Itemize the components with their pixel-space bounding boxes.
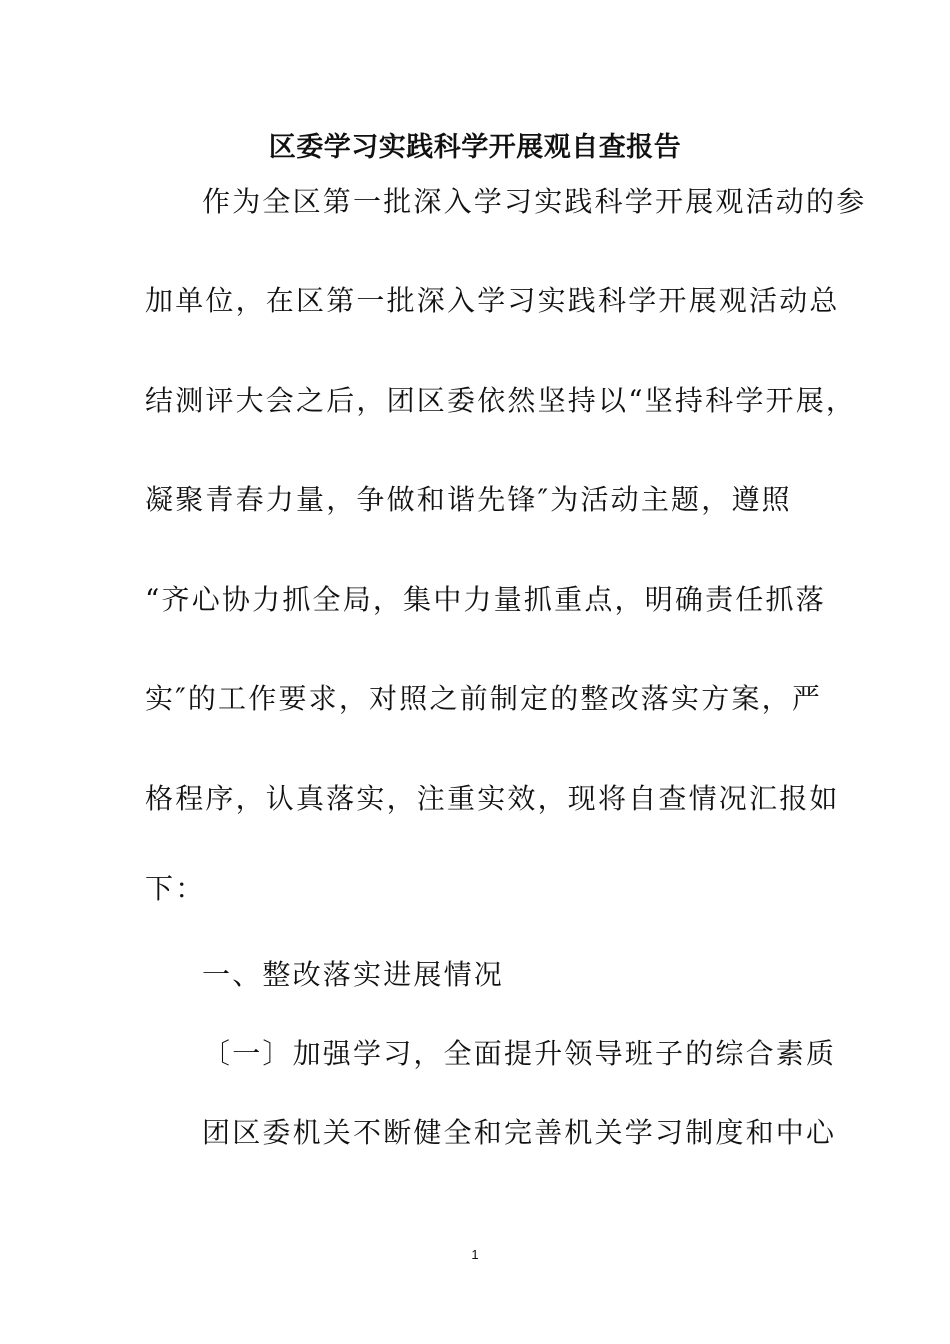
page-number: 1 xyxy=(471,1247,479,1262)
paragraph-line: 团区委机关不断健全和完善机关学习制度和中心 xyxy=(202,1116,837,1149)
paragraph-line: 加单位，在区第一批深入学习实践科学开展观活动总 xyxy=(145,284,840,317)
paragraph-line: 凝聚青春力量，争做和谐先锋″为活动主题，遵照 xyxy=(145,483,792,516)
paragraph-line: “齐心协力抓全局，集中力量抓重点，明确责任抓落 xyxy=(145,583,826,616)
paragraph-line: 结测评大会之后，团区委依然坚持以“坚持科学开展， xyxy=(145,384,857,417)
paragraph-line: 实″的工作要求，对照之前制定的整改落实方案，严 xyxy=(145,682,823,715)
document-title: 区委学习实践科学开展观自查报告 xyxy=(268,132,682,163)
paragraph-line: 下： xyxy=(145,872,206,905)
paragraph-line: 格程序，认真落实，注重实效，现将自查情况汇报如 xyxy=(145,782,840,815)
subsection-heading: 〔一〕加强学习，全面提升领导班子的综合素质 xyxy=(202,1037,837,1070)
paragraph-line: 作为全区第一批深入学习实践科学开展观活动的参 xyxy=(202,185,867,218)
section-heading: 一、整改落实进展情况 xyxy=(202,958,505,991)
